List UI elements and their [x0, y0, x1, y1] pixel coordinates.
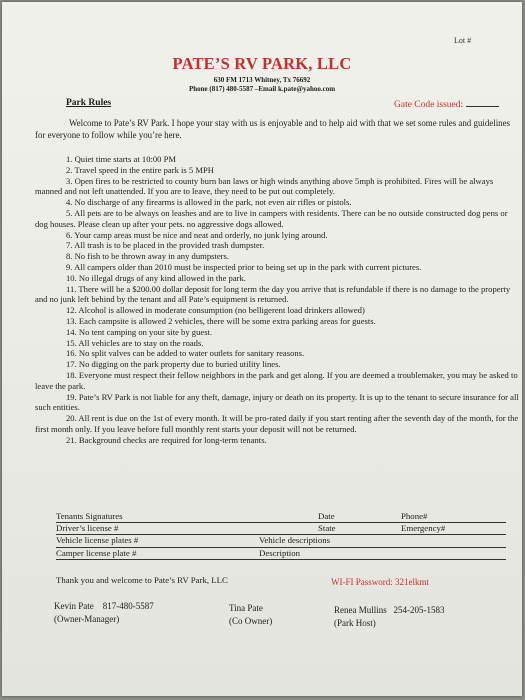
- contact-renea: [334, 604, 445, 630]
- tenants-signatures-field[interactable]: Tenants Signatures: [56, 511, 123, 521]
- contact-name: Kevin Pate: [54, 601, 94, 611]
- description-field[interactable]: Description: [259, 547, 301, 558]
- contact-name: Tina Pate: [229, 603, 263, 613]
- rule-item: 11. There will be a $200.00 dollar deposit for long term the day you arrive that is refundable if there is no damage to the property and no junk left behind by the tenant and all Pate’s equipment is returned.: [35, 283, 511, 305]
- form-row-signatures: [56, 511, 506, 523]
- wifi-password: WI-FI Password: 321elkmt: [331, 577, 429, 587]
- rule-item: 10. No illegal drugs of any kind allowed in the park.: [66, 272, 246, 283]
- vehicle-descriptions-field[interactable]: Vehicle descriptions: [259, 535, 331, 546]
- contact-name: Renea Mullins: [334, 605, 387, 615]
- vehicle-plates-field[interactable]: Vehicle license plates #: [56, 535, 139, 546]
- address-line: 630 FM 1713 Whitney, Tx 76692: [213, 76, 311, 84]
- contact-role: (Park Host): [334, 618, 376, 628]
- rule-item: 20. All rent is due on the 1st of every month. It will be pro-rated daily if you start renting after the seventh day of the month, for the first month only. If you leave before full monthly rent starts your deposit will not be returned.: [35, 413, 519, 434]
- document-title: PATE’S RV PARK, LLC: [172, 54, 352, 73]
- drivers-license-field[interactable]: Driver’s license #: [56, 523, 119, 534]
- gate-code-field: [394, 97, 499, 110]
- contact-line: Phone (817) 480-5587 –Email k.pate@yahoo.com: [188, 85, 336, 93]
- rule-item: 8. No fish to be thrown away in any dumpsters.: [66, 251, 230, 262]
- emergency-field[interactable]: Emergency#: [401, 523, 446, 534]
- rule-item: 17. No digging on the park property due to buried utility lines.: [66, 359, 281, 370]
- rules-list: [35, 154, 519, 446]
- rule-item: 1. Quiet time starts at 10:00 PM: [66, 154, 177, 164]
- contact-phone: 817-480-5587: [102, 601, 154, 611]
- contact-role: (Owner-Manager): [54, 614, 120, 624]
- lot-number-label: Lot #: [454, 36, 472, 45]
- rule-item: 16. No split valves can be added to water outlets for sanitary reasons.: [66, 348, 305, 359]
- contact-kevin: [54, 600, 154, 626]
- tenant-form: [56, 511, 506, 560]
- intro-paragraph: Welcome to Pate’s RV Park. I hope your stay with us is enjoyable and to help aid with that we set some rules and guidelines for everyone to follow while you’re here.: [35, 118, 510, 140]
- closing-text: Thank you and welcome to Pate’s RV Park, LLC: [56, 575, 228, 585]
- contact-tina: [229, 602, 272, 628]
- contact-phone: 254-205-1583: [393, 605, 445, 615]
- rule-item: 4. No discharge of any firearms is allowed in the park, not even air rifles or pistols.: [66, 197, 352, 208]
- form-row-camper: [56, 548, 506, 560]
- rule-item: 13. Each campsite is allowed 2 vehicles, there will be some extra parking areas for guests.: [66, 315, 376, 326]
- rule-item: 2. Travel speed in the entire park is 5 MPH: [66, 164, 214, 175]
- rule-item: 14. No tent camping on your site by guest.: [66, 326, 213, 337]
- rules-document: [2, 2, 522, 696]
- rule-item: 12. Alcohol is allowed in moderate consumption (no belligerent load drinkers allowed): [66, 305, 365, 316]
- gate-code-label: Gate Code issued:: [394, 100, 464, 110]
- rule-item: 19. Pate’s RV Park is not liable for any theft, damage, injury or death on its property. It is up to the tenant to secure insurance for all such entities.: [35, 391, 519, 413]
- rule-item: 5. All pets are to be always on leashes and are to live in campers with residents. There can be no outside constructed dog pens or dog houses. Please clean up after your pets. no aggressive dogs allowed.: [35, 207, 508, 229]
- state-field[interactable]: State: [318, 523, 336, 534]
- rule-item: 7. All trash is to be placed in the provided trash dumpster.: [66, 240, 265, 251]
- contact-name-line: [54, 600, 154, 613]
- rule-item: 15. All vehicles are to stay on the roads.: [66, 337, 204, 348]
- rule-item: 18. Everyone must respect their fellow neighbors in the park and get along. If you are deemed a troublemaker, you may be asked to leave the park.: [35, 369, 518, 391]
- camper-plate-field[interactable]: Camper license plate #: [56, 547, 137, 558]
- form-row-vehicle: [56, 535, 506, 547]
- rule-item: 9. All campers older than 2010 must be inspected prior to being set up in the park with current pictures.: [66, 261, 422, 272]
- section-heading: Park Rules: [66, 98, 112, 108]
- date-field[interactable]: Date: [318, 511, 335, 521]
- rule-item: 21. Background checks are required for long-term tenants.: [66, 434, 267, 445]
- rule-item: 3. Open fires to be restricted to county burn ban laws or high winds anything above 5mph is prohibited. Fires will be always manned and not left unattended. If you are to leave, they need to be put out completely.: [35, 175, 494, 197]
- gate-code-blank: [466, 97, 499, 107]
- phone-field[interactable]: Phone#: [401, 511, 428, 521]
- contact-role: (Co Owner): [229, 616, 273, 626]
- form-row-license: [56, 523, 506, 535]
- rule-item: 6. Your camp areas must be nice and neat and orderly, no junk lying around.: [66, 229, 328, 240]
- contact-name-line: [334, 604, 445, 617]
